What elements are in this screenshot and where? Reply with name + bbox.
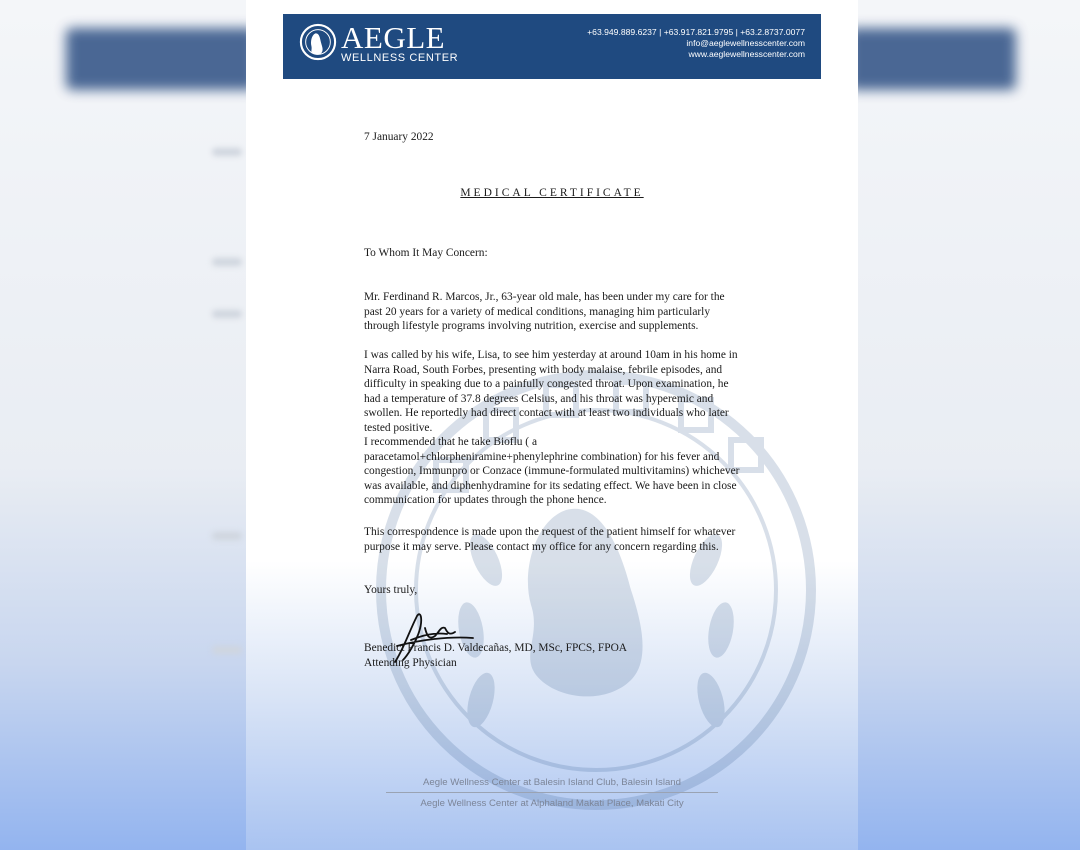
- letter-page: [246, 0, 858, 850]
- brand-subtitle: WELLNESS CENTER: [341, 52, 459, 64]
- contact-website: www.aeglewellnesscenter.com: [688, 49, 805, 59]
- signatory-name: Benedict Francis D. Valdecañas, MD, MSc, FPCS, FPOA: [364, 642, 628, 654]
- paragraph-recommendation: I recommended that he take Bioflu ( a paracetamol+chlorpheniramine+phenylephrine combination) for his fever and congestion, Immunpro or Conzace (immune-formulated multivitamins) whichever was available, and diphenhydramine for its sedating effect. We have been in close communication for updates through the phone hence.: [364, 436, 740, 507]
- signatory-role: Attending Physician: [364, 657, 457, 669]
- background-blur-line: [212, 258, 242, 266]
- contact-phones: +63.949.889.6237 | +63.917.821.9795 | +63.2.8737.0077: [587, 27, 805, 37]
- footer-divider: [386, 792, 718, 793]
- paragraph-purpose: This correspondence is made upon the request of the patient himself for whatever purpose it may serve. Please contact my office for any concern regarding this.: [364, 526, 736, 553]
- background-blur-line: [212, 646, 242, 654]
- background-blur-line: [212, 148, 242, 156]
- brand-name: AEGLE: [341, 20, 446, 55]
- salutation: To Whom It May Concern:: [364, 247, 488, 259]
- aegle-seal-logo-icon: [299, 23, 337, 61]
- paragraph-examination: I was called by his wife, Lisa, to see him yesterday at around 10am in his home in Narra Road, South Forbes, presenting with body malaise, febrile episodes, and difficulty in speaking due to a painfully congested throat. Upon examination, he had a temperature of 37.8 degrees Celsius, and his throat was hyperemic and swollen. He reportedly had direct contact with at least two individuals who later tested positive.: [364, 349, 738, 434]
- closing: Yours truly,: [364, 584, 418, 596]
- background-blur-header-right: [848, 28, 1016, 90]
- letter-date: 7 January 2022: [364, 131, 434, 143]
- background-blur-header-left: [66, 28, 256, 90]
- contact-email: info@aeglewellnesscenter.com: [686, 38, 805, 48]
- letterhead: [283, 14, 821, 79]
- background-blur-line: [212, 532, 242, 540]
- document-title: MEDICAL CERTIFICATE: [460, 187, 644, 199]
- background-blur-line: [212, 310, 242, 318]
- footer-location-makati: Aegle Wellness Center at Alphaland Makati Place, Makati City: [420, 798, 684, 809]
- paragraph-patient-history: Mr. Ferdinand R. Marcos, Jr., 63-year old male, has been under my care for the past 20 years for a variety of medical conditions, managing him particularly through lifestyle programs involving nutrition, exercise and supplements.: [364, 291, 725, 333]
- contact-block: [587, 27, 805, 60]
- footer-location-balesin: Aegle Wellness Center at Balesin Island Club, Balesin Island: [423, 777, 681, 788]
